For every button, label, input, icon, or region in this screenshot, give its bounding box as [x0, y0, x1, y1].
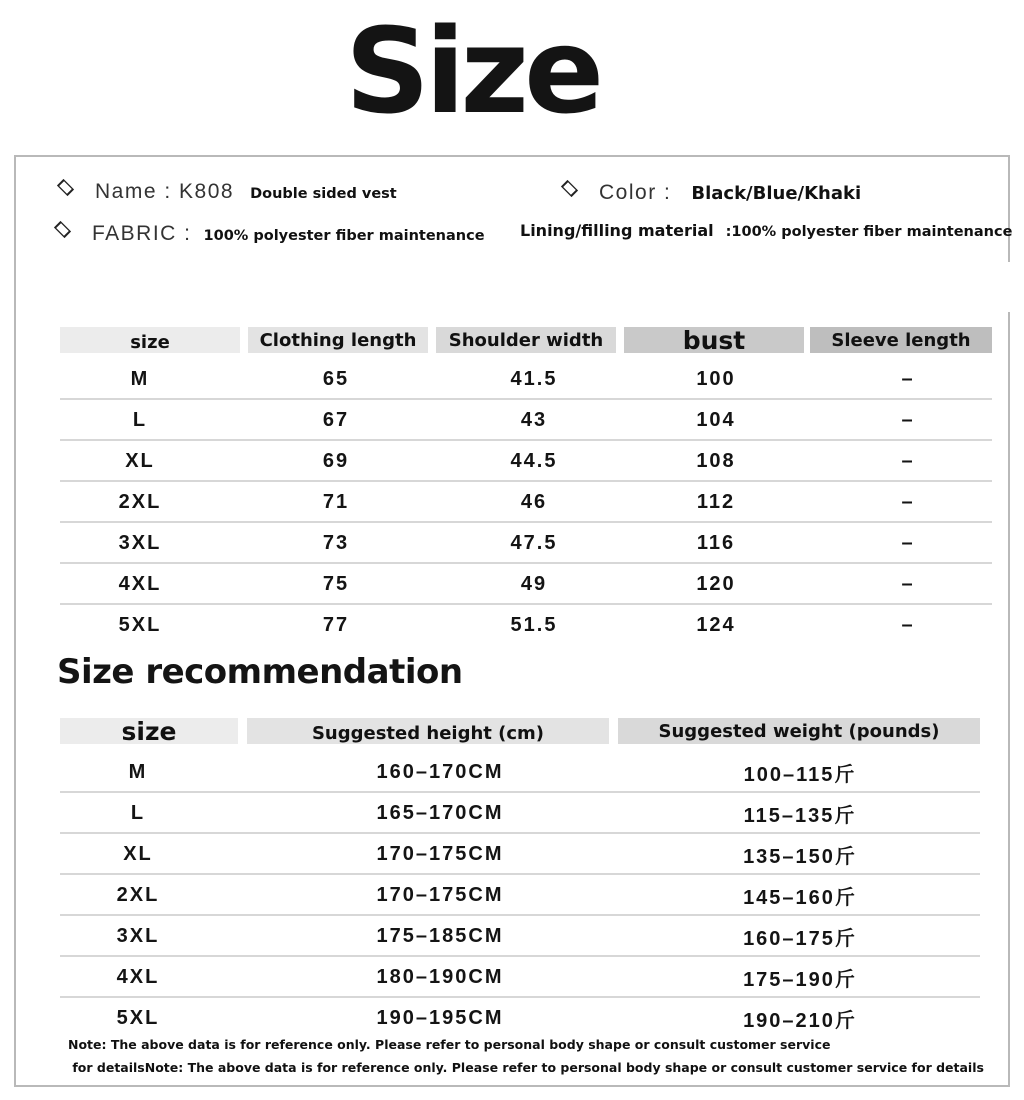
cell-size: XL	[123, 843, 153, 865]
cell-shoulder-width: 41.5	[510, 368, 558, 390]
recommendation-title: Size recommendation	[57, 652, 463, 692]
cell-clothing-length: 69	[322, 450, 350, 472]
cell-bust: 120	[696, 573, 736, 595]
cell-weight: 175–190斤	[743, 969, 857, 991]
cell-weight: 190–210斤	[743, 1010, 857, 1032]
cell-sleeve-length: –	[901, 409, 915, 431]
cell-weight: 145–160斤	[743, 887, 857, 909]
cell-size: 4XL	[116, 966, 160, 988]
info-color	[562, 181, 861, 205]
cell-bust: 104	[696, 409, 736, 431]
cell-height: 180–190CM	[376, 966, 504, 988]
frame-border-right-lower	[1008, 312, 1010, 1087]
header-shoulder-width: Shoulder width	[436, 327, 616, 353]
size-row	[60, 523, 992, 564]
recommendation-row	[60, 916, 980, 957]
recommendation-row	[60, 834, 980, 875]
diamond-bullet-icon	[57, 179, 74, 196]
header-clothing-length: Clothing length	[248, 327, 428, 353]
frame-border-right-upper	[1008, 155, 1010, 262]
cell-weight: 100–115斤	[743, 764, 857, 786]
header-suggested-height: Suggested height (cm)	[247, 718, 609, 744]
color-value: Black/Blue/Khaki	[691, 183, 862, 204]
color-label: Color :	[599, 181, 672, 204]
cell-size: 5XL	[116, 1007, 160, 1029]
cell-clothing-length: 73	[322, 532, 350, 554]
header-sleeve-length: Sleeve length	[810, 327, 992, 353]
diamond-bullet-icon	[561, 180, 578, 197]
cell-size: XL	[125, 450, 155, 472]
cell-size: M	[128, 761, 148, 783]
recommendation-row	[60, 998, 980, 1039]
cell-sleeve-length: –	[901, 491, 915, 513]
cell-shoulder-width: 43	[520, 409, 548, 431]
info-lining	[520, 221, 1012, 240]
cell-height: 165–170CM	[376, 802, 504, 824]
info-fabric	[55, 222, 485, 246]
cell-size: 5XL	[118, 614, 162, 636]
cell-clothing-length: 77	[322, 614, 350, 636]
note-line-2: for detailsNote: The above data is for reference only. Please refer to personal body shape or consult customer service for details	[68, 1060, 984, 1075]
cell-weight: 135–150斤	[743, 846, 857, 868]
frame-border-bottom	[14, 1085, 1010, 1087]
cell-weight: 115–135斤	[743, 805, 857, 827]
cell-height: 170–175CM	[376, 884, 504, 906]
cell-height: 160–170CM	[376, 761, 504, 783]
recommendation-row	[60, 752, 980, 793]
cell-weight: 160–175斤	[743, 928, 857, 950]
name-label: Name : K808	[95, 180, 235, 203]
name-value: Double sided vest	[250, 186, 397, 202]
cell-clothing-length: 65	[322, 368, 350, 390]
size-table	[60, 327, 992, 646]
lining-value: :100% polyester fiber maintenance	[725, 224, 1013, 240]
size-row	[60, 605, 992, 646]
diamond-bullet-icon	[54, 221, 71, 238]
header-suggested-weight: Suggested weight (pounds)	[618, 718, 980, 744]
cell-height: 175–185CM	[376, 925, 504, 947]
cell-bust: 124	[696, 614, 736, 636]
cell-bust: 108	[696, 450, 736, 472]
cell-sleeve-length: –	[901, 368, 915, 390]
cell-size: L	[132, 409, 148, 431]
cell-clothing-length: 71	[322, 491, 350, 513]
cell-size: 2XL	[116, 884, 160, 906]
size-row	[60, 441, 992, 482]
frame-border-left	[14, 155, 16, 1087]
cell-size: 4XL	[118, 573, 162, 595]
header-size: size	[60, 718, 238, 744]
fabric-label: FABRIC :	[92, 222, 192, 245]
recommendation-table	[60, 718, 980, 1039]
recommendation-row	[60, 957, 980, 998]
cell-height: 170–175CM	[376, 843, 504, 865]
cell-size: 2XL	[118, 491, 162, 513]
cell-sleeve-length: –	[901, 573, 915, 595]
cell-bust: 112	[696, 491, 736, 513]
page-title: Size	[345, 2, 600, 140]
cell-bust: 100	[696, 368, 736, 390]
cell-size: L	[130, 802, 146, 824]
recommendation-row	[60, 875, 980, 916]
cell-shoulder-width: 44.5	[510, 450, 558, 472]
cell-size: 3XL	[116, 925, 160, 947]
lining-label: Lining/filling material	[520, 221, 714, 240]
note-line-1: Note: The above data is for reference only. Please refer to personal body shape or consult customer service	[68, 1037, 831, 1052]
cell-sleeve-length: –	[901, 532, 915, 554]
cell-sleeve-length: –	[901, 614, 915, 636]
cell-clothing-length: 75	[322, 573, 350, 595]
cell-clothing-length: 67	[322, 409, 350, 431]
cell-bust: 116	[696, 532, 736, 554]
recommendation-row	[60, 793, 980, 834]
size-row	[60, 359, 992, 400]
cell-size: M	[130, 368, 150, 390]
size-table-header	[60, 327, 992, 353]
cell-shoulder-width: 51.5	[510, 614, 558, 636]
fabric-value: 100% polyester fiber maintenance	[203, 228, 485, 244]
cell-shoulder-width: 47.5	[510, 532, 558, 554]
cell-shoulder-width: 49	[520, 573, 548, 595]
header-bust: bust	[624, 327, 804, 353]
size-row	[60, 564, 992, 605]
cell-size: 3XL	[118, 532, 162, 554]
cell-height: 190–195CM	[376, 1007, 504, 1029]
info-name	[58, 180, 397, 204]
header-size: size	[60, 327, 240, 353]
size-row	[60, 482, 992, 523]
size-row	[60, 400, 992, 441]
frame-border-top	[14, 155, 1010, 157]
recommendation-table-header	[60, 718, 980, 744]
cell-shoulder-width: 46	[520, 491, 548, 513]
cell-sleeve-length: –	[901, 450, 915, 472]
